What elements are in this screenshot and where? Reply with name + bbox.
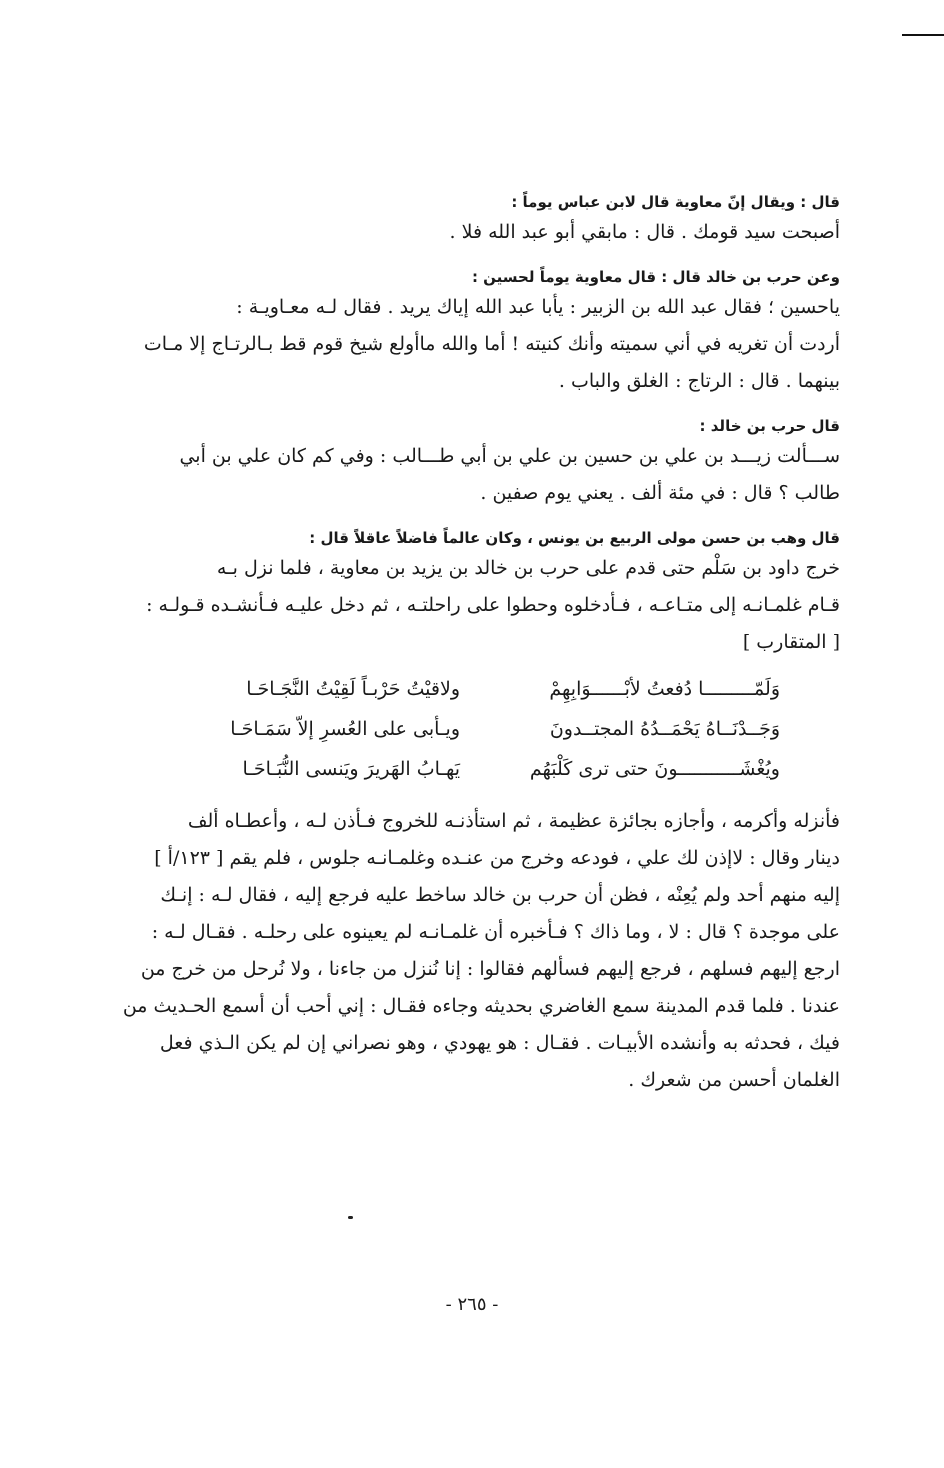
poem-verse <box>140 749 840 789</box>
paragraph <box>140 438 840 512</box>
meter-label: [ المتقارب ] <box>742 631 840 653</box>
paragraph-line: أردت أن تغريه في أني سميته وأنك كنيته ! أما والله ماأولع شيخ قوم قط بـالرتـاج إلا مـات <box>143 333 840 355</box>
section-heading: قال وهب بن حسن مولى الربيع بن يونس ، وكان عالماً فاضلاً عاقلاً قال : <box>309 529 840 547</box>
paragraph-line: بينهما . قال : الرتاج : الغلق والباب . <box>558 370 840 392</box>
paragraph-line: ياحسين ؛ فقال عبد الله بن الزبير : يأبا عبد الله إياك يريد . فقال لـه معـاويـة : <box>236 296 840 318</box>
paragraph-line: أصبحت سيد قومك . قال : مابقي أبو عبد الله فلا . <box>449 221 840 243</box>
stray-mark <box>348 1216 353 1219</box>
page-number: - ٢٦٥ - <box>445 1294 499 1315</box>
poem-verse <box>140 709 840 749</box>
paragraph-line: الغلمان أحسن من شعرك . <box>628 1069 840 1091</box>
closing-paragraph <box>122 803 840 1099</box>
paragraph-line: خرج داود بن سَلْم حتى قدم على حرب بن خالد بن يزيد بن معاوية ، فلما نزل بـه <box>216 557 840 579</box>
paragraph-line: طالب ؟ قال : في مئة ألف . يعني يوم صفين . <box>480 482 840 504</box>
poem-second-hemistich: ولاقيْتُ حَرْبـاً لَقِيْتُ النَّجَـاحَـا <box>246 678 460 700</box>
paragraph-line: قـام غلمـانـه إلى متـاعـه ، فـأدخلوه وحطوا على راحلتـه ، ثم دخل عليـه فـأنشـده قـولـه : <box>146 594 840 616</box>
poem-first-hemistich: وَلَمّـــــــــا دُفعتُ لأبْــــــوَابِهِمْ <box>549 678 780 700</box>
poem-verse <box>140 669 840 709</box>
paragraph <box>140 550 840 661</box>
section-heading: قال : ويقال إنّ معاوية قال لابن عباس يوماً : <box>511 193 840 211</box>
paragraph-line: ارجع إليهم فسلهم ، فرجع إليهم فسألهم فقالوا : إنا نُنزل من جاءنا ، ولا نُرحل من خرج من <box>140 958 840 980</box>
paragraph-line: دينار وقال : لاإذن لك علي ، فودعه وخرج من عنـده وغلمـانـه جلوس ، فلم يقم [ ١٢٣/أ ] <box>154 847 840 869</box>
section-heading: وعن حرب بن خالد قال : قال معاوية يوماً لحسين : <box>471 268 840 286</box>
paragraph <box>140 289 840 400</box>
poem-second-hemistich: ويـأبى على العُسرِ إلاّ سَمَـاحَـا <box>230 718 460 740</box>
poem-first-hemistich: وَجَــدْنَــاهُ يَحْمَــدُهُ المجتــدونَ <box>549 718 780 740</box>
paragraph-line: إليه منهم أحد ولم يُعِنْه ، فظن أن حرب بن خالد ساخط عليه فرجع إليه ، فقال لـه : إنـك <box>160 884 840 906</box>
page-body <box>122 190 840 1099</box>
paragraph-line: عندنا . فلما قدم المدينة سمع الغاضري بحديثه وجاءه فقـال : إني أحب أن أسمع الحـديث من <box>122 995 840 1017</box>
corner-rule <box>902 34 944 36</box>
poem-first-hemistich: ويُغْشَـــــــــــونَ حتى ترى كَلْبَهُم <box>529 758 780 780</box>
section-heading: قال حرب بن خالد : <box>699 417 840 435</box>
paragraph-line: فيك ، فحدثه به وأنشده الأبيـات . فقـال : هو يهودي ، وهو نصراني إن لم يكن الـذي فعل <box>159 1032 840 1054</box>
paragraph-line: فأنزله وأكرمه ، وأجازه بجائزة عظيمة ، ثم استأذنـه للخروج فـأذن لـه ، وأعطـاه ألف <box>187 810 840 832</box>
paragraph-line: ســـألت زيـــد بن علي بن حسين بن علي بن أبي طـــالب : وفي كم كان علي بن أبي <box>179 445 840 467</box>
poem-second-hemistich: يَهـابُ الهَريرَ ويَنسى النُّبَـاحَـا <box>242 758 460 780</box>
poem <box>140 669 840 789</box>
paragraph <box>140 214 840 251</box>
paragraph-line: على موجدة ؟ قال : لا ، وما ذاك ؟ فـأخبره أن غلمـانـه لم يعينوه على رحلـه . فقـال لـه : <box>151 921 840 943</box>
